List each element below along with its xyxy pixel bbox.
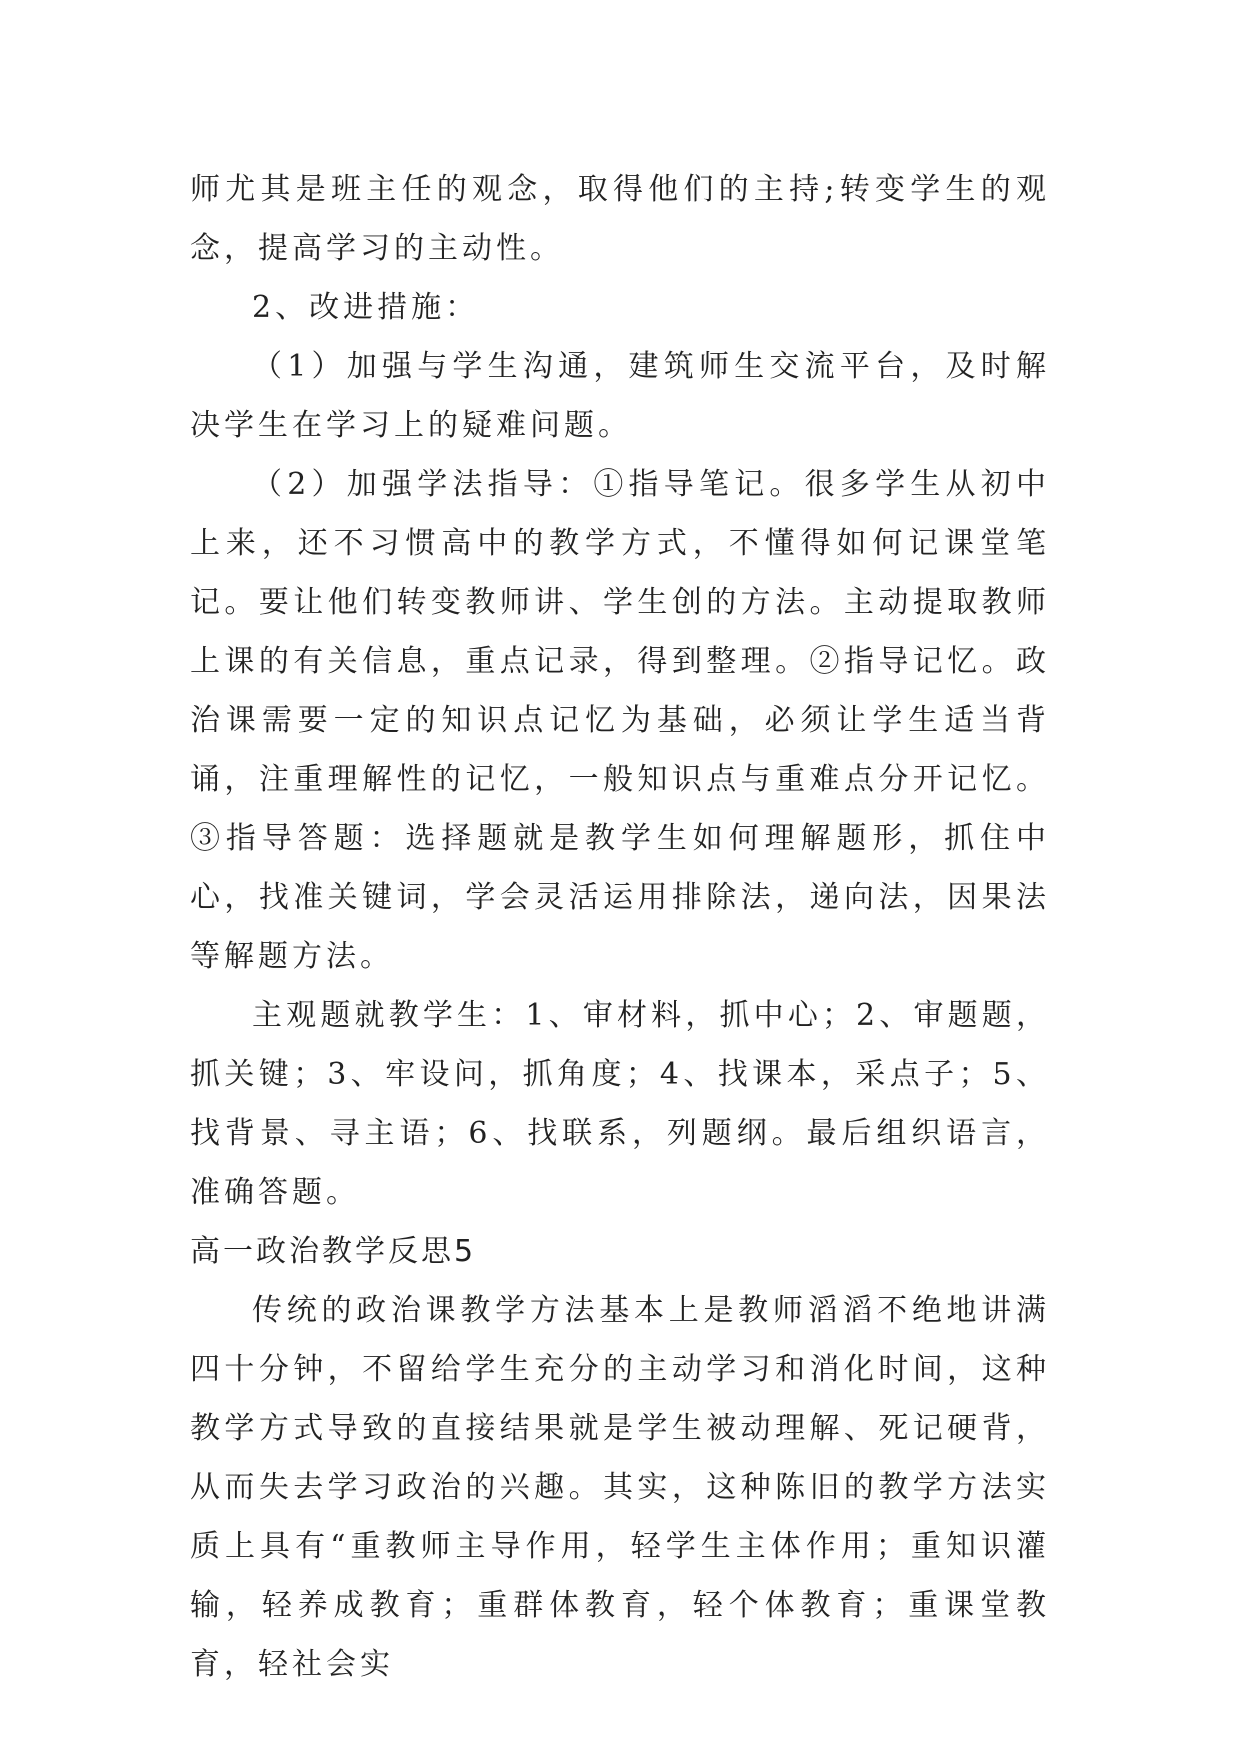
- paragraph-subjective-questions: 主观题就教学生：1、审材料，抓中心；2、审题题，抓关键；3、牢设问，抓角度；4、找课本，采点子；5、找背景、寻主语；6、找联系，列题纲。最后组织语言，准确答题。: [190, 998, 1050, 1210]
- section-title: 高一政治教学反思5: [190, 1234, 477, 1269]
- paragraph-continuation: 师尤其是班主任的观念，取得他们的主持;转变学生的观念，提高学习的主动性。: [190, 172, 1050, 266]
- paragraph-traditional-method: 传统的政治课教学方法基本上是教师滔滔不绝地讲满四十分钟，不留给学生充分的主动学习和消化时间，这种教学方式导致的直接结果就是学生被动理解、死记硬背，从而失去学习政治的兴趣。其实，这种陈旧的教学方法实质上具有“重教师主导作用，轻学生主体作用；重知识灌输，轻养成教育；重群体教育，轻个体教育；重课堂教育，轻社会实: [190, 1293, 1050, 1682]
- document-body: [190, 160, 1050, 1694]
- paragraph-measure-1: （1）加强与学生沟通，建筑师生交流平台，及时解决学生在学习上的疑难问题。: [190, 349, 1050, 443]
- paragraph-improvement-heading: 2、改进措施：: [252, 290, 480, 325]
- paragraph-measure-2: （2）加强学法指导：①指导笔记。很多学生从初中上来，还不习惯高中的教学方式，不懂得如何记课堂笔记。要让他们转变教师讲、学生创的方法。主动提取教师上课的有关信息，重点记录，得到整理。②指导记忆。政治课需要一定的知识点记忆为基础，必须让学生适当背诵，注重理解性的记忆，一般知识点与重难点分开记忆。③指导答题：选择题就是教学生如何理解题形，抓住中心，找准关键词，学会灵活运用排除法，递向法，因果法等解题方法。: [190, 467, 1050, 974]
